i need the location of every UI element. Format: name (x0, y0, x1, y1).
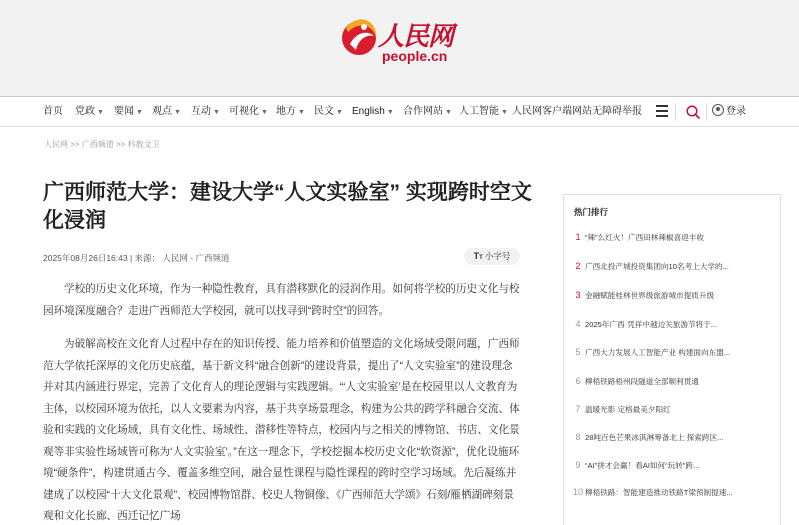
chevron-down-icon: ▼ (174, 109, 181, 116)
nav-item-minority[interactable]: 民文 ▼ (314, 106, 343, 117)
hot-list-item[interactable]: 1 “辣”么红火！广西田林辣椒喜迎丰收 (575, 232, 704, 242)
hot-list-item[interactable]: 5 广西大力发展人工智能产业 构建面向东盟... (575, 347, 731, 357)
login-button[interactable]: 登录 (712, 97, 746, 127)
hot-list-item[interactable]: 9 “AI”拼才会赢！看AI如何“玩转”跨... (575, 460, 700, 470)
chevron-down-icon: ▼ (136, 109, 143, 116)
user-icon (712, 104, 724, 116)
hot-list-item[interactable]: 10 柳梧铁路：智能建造推动铁路T梁预制提速... (572, 487, 733, 497)
chevron-down-icon: ▼ (501, 109, 508, 116)
article-date: 2025年08月26日16:43 (43, 253, 128, 263)
font-size-icon: TT (473, 251, 483, 261)
article-meta (43, 252, 229, 264)
chevron-down-icon: ▼ (445, 109, 452, 116)
hot-ranking-panel (563, 194, 781, 525)
search-icon[interactable] (685, 104, 701, 120)
nav-item-accessibility[interactable]: 网站无障碍 (572, 106, 622, 117)
logo-text-cn: 人民网 (378, 22, 454, 52)
chevron-down-icon: ▼ (261, 109, 268, 116)
nav-item-ai[interactable]: 人工智能 ▼ (459, 106, 508, 117)
article-title: 广西师范大学：建设大学“人文实验室” 实现跨时空文化浸润 (43, 181, 532, 232)
logo-swoosh-icon (340, 14, 380, 64)
main-nav (0, 96, 799, 127)
header-logo-band (0, 0, 799, 96)
hamburger-menu-icon[interactable] (656, 105, 668, 118)
hot-list-item[interactable]: 8 28吨百色芒果冰淇淋筹备北上 探索跨区... (575, 432, 724, 442)
nav-item-local[interactable]: 地方 ▼ (276, 106, 305, 117)
source-label: | 来源： (129, 253, 161, 263)
article-paragraph: 为破解高校在文化育人过程中存在的知识传授、能力培养和价值塑造的文化场域受限问题，广西师范大学依托深厚的文化历史底蕴，基于新文科“融合创新”的建设背景，提出了“人文实验室”的建设理念并对其内涵进行界定，完善了文化育人的理论逻辑与实践逻辑。“‘人文实验室’是在校园里以人文教育为主体，以校园环境为依托，以人文要素为内容，基于共享场景理念，构建为公共的跨学科融合交流、体验和实践的文化场域，具有文化性、场域性、潜移性等特点，校园内与之相关的博物馆、书店、文化景观等非实验性场域皆可称为‘人文实验室’。”在这一理念下，学校挖掘本校历史文化“软资源”，优化设施环境“硬条件”，构建贯通古今、覆盖多维空间，融合显性课程与隐性课程的跨时空学习场域。先后凝练并建成了以校园“十大文化景观”、校园博物馆群、校史人物铜像、《广西师范大学颂》石刻/雁栖湖碑刻景观和文化长廊、西迁记忆广场 (43, 338, 520, 522)
hot-list-item[interactable]: 6 柳梧铁路梧州段隧道全部顺利贯通 (575, 376, 699, 386)
nav-item-home[interactable]: 首页 (43, 106, 63, 117)
nav-item-english[interactable]: English ▼ (352, 106, 394, 117)
hot-list-item[interactable]: 3 金融赋能桂林世界级旅游城市提质升级 (575, 290, 715, 300)
nav-item-partners[interactable]: 合作网站 ▼ (403, 106, 452, 117)
chevron-down-icon: ▼ (336, 109, 343, 116)
chevron-down-icon: ▼ (97, 109, 104, 116)
nav-item-client[interactable]: 人民网客户端 (512, 106, 572, 117)
hot-ranking-title: 热门排行 (574, 207, 609, 217)
hot-list-item[interactable]: 4 2025年广西·凭祥中越边关旅游节将于... (575, 319, 718, 329)
nav-item-visual[interactable]: 可视化 ▼ (229, 106, 268, 117)
breadcrumb[interactable]: 人民网 >> 广西频道 >> 科教文卫 (44, 140, 160, 149)
article-paragraph: 学校的历史文化环境，作为一种隐性教育，具有潜移默化的浸润作用。如何将学校的历史文化与校园环境深度融合？走进广西师范大学校园，就可以找寻到“跨时空”的回答。 (43, 283, 520, 317)
hot-list-item[interactable]: 7 温暖光影 定格最美夕阳红 (575, 404, 671, 414)
font-size-toggle[interactable]: TT 小字号 (464, 248, 520, 265)
nav-divider (675, 103, 676, 121)
nav-divider (706, 103, 707, 121)
hot-list-item[interactable]: 2 广西北投产城投资集团向10名考上大学的... (575, 261, 729, 271)
nav-item-opinion[interactable]: 观点 ▼ (152, 106, 181, 117)
people-cn-logo[interactable] (340, 14, 460, 66)
logo-text-en: people.cn (382, 48, 448, 64)
chevron-down-icon: ▼ (386, 109, 394, 116)
chevron-down-icon: ▼ (298, 109, 305, 116)
chevron-down-icon: ▼ (213, 109, 220, 116)
nav-item-interaction[interactable]: 互动 ▼ (191, 106, 220, 117)
nav-item-report[interactable]: 举报 (622, 106, 642, 117)
article-source[interactable]: 人民网 - 广西频道 (162, 253, 230, 263)
nav-item-party[interactable]: 党政 ▼ (75, 106, 104, 117)
nav-item-news[interactable]: 要闻 ▼ (114, 106, 143, 117)
